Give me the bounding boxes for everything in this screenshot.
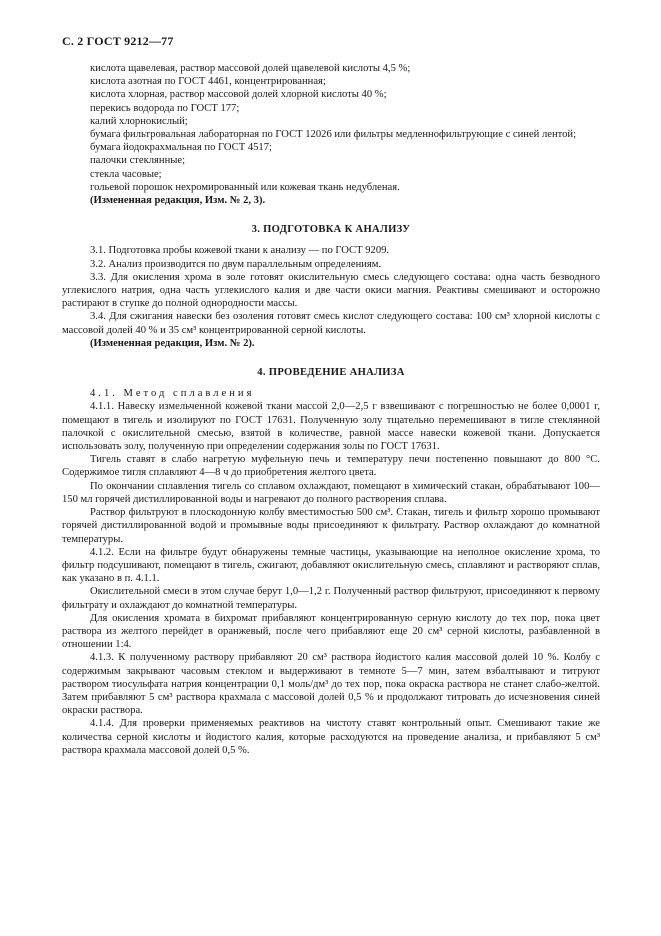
paragraph: По окончании сплавления тигель со сплавом охлаждают, помещают в химический стакан, обрабатывают 100—150 мл горячей дистиллированной воды и нагревают до полного растворения сплава. <box>62 480 600 505</box>
list-item: палочки стеклянные; <box>90 155 186 167</box>
paragraph: 3.1. Подготовка пробы кожевой ткани к анализу — по ГОСТ 9209. <box>90 245 390 257</box>
edition-note: (Измененная редакция, Изм. № 2, 3). <box>90 195 266 207</box>
paragraph: 3.3. Для окисления хрома в золе готовят окислительную смесь следующего состава: одна часть безводного углекислого натрия, одна часть углекислого калия и две части окиси магния. Реактивы смешивают и осторожно растирают в ступке до полной однородности массы. <box>62 271 600 310</box>
reagent-list <box>62 62 600 207</box>
paragraph: 3.2. Анализ производится по двум параллельным определениям. <box>90 258 382 270</box>
paragraph: 4.1.3. К полученному раствору прибавляют 20 см³ раствора йодистого калия массовой долей 10 %. Колбу с содержимым закрывают часовым стеклом и выдерживают в темноте 5—7 мин, затем взбалтывают и титруют раствором тиосульфата натрия концентрации 0,1 моль/дм³ до тех пор, пока окраска раствора не станет слабо-желтой. Затем прибавляют 5 см³ раствора крахмала с массовой долей 0,5 % и продолжают титровать до исчезновения синей окраски раствора. <box>62 652 600 717</box>
paragraph: Окислительной смеси в этом случае берут 1,0—1,2 г. Полученный раствор фильтруют, присоединяют к первому фильтрату и охлаждают до комнатной температуры. <box>62 586 600 611</box>
list-item: кислота щавелевая, раствор массовой долей щавелевой кислоты 4,5 %; <box>90 63 411 74</box>
paragraph: 4.1.2. Если на фильтре будут обнаружены темные частицы, указывающие на неполное окисление хрома, то фильтр подсушивают, помещают в тигель, сжигают, добавляют окислительную смесь, сплавляют и растворяют сплав, как указано в п. 4.1.1. <box>62 546 600 585</box>
paragraph: Тигель ставят в слабо нагретую муфельную печь и температуру печи постепенно повышают до 800 °С. Содержимое тигля сплавляют 4—8 ч до приобретения желтого цвета. <box>62 454 600 479</box>
paragraph: 4.1.4. Для проверки применяемых реактивов на чистоту ставят контрольный опыт. Смешивают такие же количества серной кислоты и йодистого калия, которые расходуются на проведение анализа, и прибавляют 5 см³ раствора крахмала массовой долей 0,5 %. <box>62 718 600 756</box>
edition-note: (Измененная редакция, Изм. № 2). <box>90 337 255 349</box>
list-item: бумага йодокрахмальная по ГОСТ 4517; <box>90 142 272 154</box>
paragraph: 4.1.1. Навеску измельченной кожевой ткани массой 2,0—2,5 г взвешивают с погрешностью не более 0,0001 г, помещают в тигель и изолируют по ГОСТ 17631. Полученную золу тщательно перемешивают в тигле стеклянной палочкой с окислительной смесью, взятой в количестве, равной массе навески кожевой ткани. Допускается использовать золу, полученную при определении содержания золы по ГОСТ 17631. <box>62 401 600 453</box>
list-item: кислота азотная по ГОСТ 4461, концентрированная; <box>90 76 326 88</box>
list-item: гольевой порошок нехромированный или кожевая ткань недубленая. <box>90 181 400 193</box>
method-heading: 4.1. Метод сплавления <box>90 388 255 400</box>
document-body <box>62 62 600 757</box>
section-title-4: 4. ПРОВЕДЕНИЕ АНАЛИЗА <box>257 367 405 379</box>
list-item: бумага фильтровальная лабораторная по ГОСТ 12026 или фильтры медленнофильтрующие с синей лентой; <box>90 129 577 141</box>
page-header: С. 2 ГОСТ 9212—77 <box>62 34 174 48</box>
section-title-3: 3. ПОДГОТОВКА К АНАЛИЗУ <box>251 224 411 236</box>
list-item: стекла часовые; <box>90 168 162 180</box>
paragraph: Раствор фильтруют в плоскодонную колбу вместимостью 500 см³. Стакан, тигель и фильтр хорошо промывают горячей дистиллированной водой и промывные воды присоединяют к фильтрату. Раствор охлаждают до комнатной температуры. <box>62 507 600 545</box>
paragraph: 3.4. Для сжигания навески без озоления готовят смесь кислот следующего состава: 100 см³ хлорной кислоты с массовой долей 40 % и 35 см³ концентрированной серной кислоты. <box>62 311 600 336</box>
paragraph: Для окисления хромата в бихромат прибавляют концентрированную серную кислоту до тех пор, пока цвет раствора из желтого перейдет в оранжевый, после чего прибавляют еще 20 см³ серной кислоты, разбавленной в отношении 1:4. <box>62 612 600 651</box>
list-item: калий хлорнокислый; <box>90 115 188 127</box>
list-item: кислота хлорная, раствор массовой долей хлорной кислоты 40 %; <box>90 89 387 101</box>
list-item: перекись водорода по ГОСТ 177; <box>90 102 240 114</box>
